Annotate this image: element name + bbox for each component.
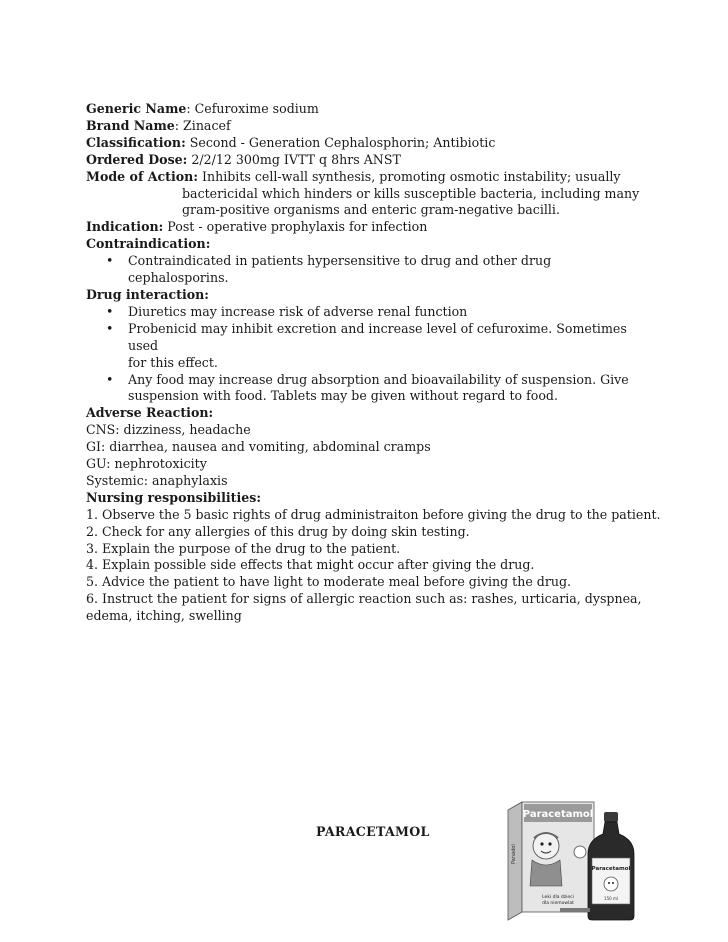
- nursing-item-2: 2. Check for any allergies of this drug by doing skin testing.: [86, 523, 470, 539]
- list-item: [86, 304, 646, 321]
- contraindication-item-text: Contraindicated in patients hypersensitive to drug and other drug cephalosporins.: [128, 253, 552, 286]
- brand-name-label: Brand Name: [86, 117, 175, 133]
- classification-label: Classification:: [86, 134, 186, 150]
- box-side-text: Panadol: [511, 844, 517, 864]
- interaction-item-text: Probenicid may inhibit excretion and increase level of cefuroxime. Sometimes used: [128, 320, 627, 353]
- nursing-item-5: 5. Advice the patient to have light to moderate meal before giving the drug.: [86, 574, 572, 590]
- ordered-dose-line: [86, 152, 646, 169]
- nursing-responsibilities-heading: Nursing responsibilities:: [86, 489, 262, 505]
- nursing-item-3: 3. Explain the purpose of the drug to the patient.: [86, 540, 401, 556]
- box-caption-2: dla niemowlat: [542, 901, 574, 906]
- nursing-item-6: 6. Instruct the patient for signs of allergic reaction such as: rashes, urticaria, dyspnea,: [86, 591, 642, 607]
- drug-card: [86, 101, 661, 625]
- nursing-item-6-cont: edema, itching, swelling: [86, 608, 242, 624]
- classification-line: [86, 135, 646, 152]
- bottle-label-text: Paracetamol: [591, 866, 631, 872]
- bottle-volume-text: 150 ml: [604, 896, 618, 901]
- drug-interaction-list: [86, 304, 646, 405]
- ordered-dose-value: 2/2/12 300mg IVTT q 8hrs ANST: [187, 151, 401, 167]
- drug-interaction-heading: Drug interaction:: [86, 286, 209, 302]
- indication-label: Indication:: [86, 219, 164, 235]
- adverse-reaction-gi: GI: diarrhea, nausea and vomiting, abdominal cramps: [86, 439, 431, 455]
- interaction-item-text-cont: for this effect.: [128, 354, 218, 370]
- brand-name-value: : Zinacef: [174, 117, 231, 133]
- next-drug-title: PARACETAMOL: [316, 824, 430, 839]
- generic-name-value: : Cefuroxime sodium: [186, 101, 319, 116]
- interaction-item-text: Diuretics may increase risk of adverse renal function: [128, 303, 468, 319]
- interaction-item-text: Any food may increase drug absorption and bioavailability of suspension. Give: [128, 371, 629, 387]
- list-item: [86, 321, 646, 372]
- interaction-item-text-cont: suspension with food. Tablets may be given without regard to food.: [128, 388, 558, 404]
- generic-name-line: [86, 101, 646, 118]
- indication-line: [86, 219, 646, 236]
- box-caption-1: Leki dla dzieci: [542, 895, 574, 900]
- adverse-reaction-heading: Adverse Reaction:: [86, 405, 214, 421]
- adverse-reaction-gu: GU: nephrotoxicity: [86, 456, 207, 472]
- generic-name-label: Generic Name: [86, 101, 187, 116]
- mode-of-action-line: [86, 169, 646, 186]
- adverse-reaction-cns: CNS: dizziness, headache: [86, 422, 251, 438]
- indication-value: Post - operative prophylaxis for infection: [163, 219, 428, 235]
- mode-of-action-text-1: Inhibits cell-wall synthesis, promoting osmotic instability; usually: [198, 168, 621, 184]
- paracetamol-product-photo: [500, 794, 640, 924]
- list-item: [86, 253, 646, 287]
- mode-of-action-text-2: bactericidal which hinders or kills susceptible bacteria, including many: [182, 185, 640, 201]
- ordered-dose-label: Ordered Dose:: [86, 151, 188, 167]
- contraindication-list: [86, 253, 646, 287]
- mode-of-action-label: Mode of Action:: [86, 168, 198, 184]
- classification-value: Second - Generation Cephalosphorin; Antibiotic: [185, 134, 496, 150]
- mode-of-action-text-3: gram-positive organisms and enteric gram-negative bacilli.: [182, 202, 560, 218]
- list-item: [86, 372, 646, 406]
- nursing-item-1: 1. Observe the 5 basic rights of drug administraiton before giving the drug to the patient.: [86, 506, 661, 522]
- adverse-reaction-systemic: Systemic: anaphylaxis: [86, 472, 228, 488]
- box-brand-text: Paracetamol: [522, 809, 594, 820]
- brand-name-line: [86, 118, 646, 135]
- nursing-item-4: 4. Explain possible side effects that might occur after giving the drug.: [86, 557, 535, 573]
- contraindication-heading: Contraindication:: [86, 236, 211, 252]
